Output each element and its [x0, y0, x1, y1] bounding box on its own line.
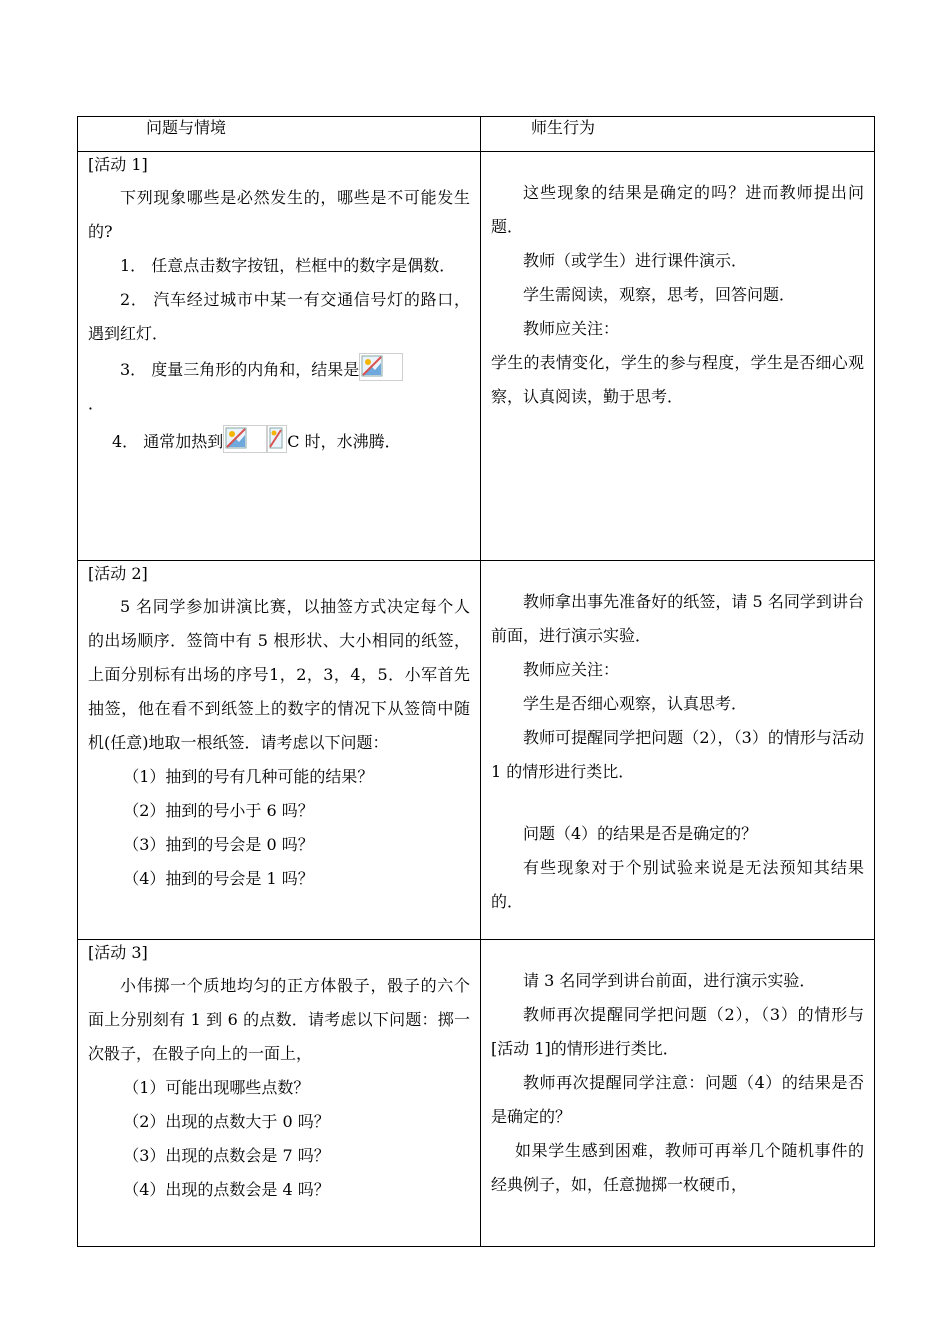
- activity-2-right-3: 学生是否细心观察，认真思考．: [523, 694, 748, 713]
- activity-3-tag: [活动 3]: [88, 943, 148, 962]
- activity-2-right-2: 教师应关注：: [523, 660, 620, 679]
- activity-2-right-6: 有些现象对于个别试验来说是无法预知其结果的．: [491, 858, 864, 911]
- activity-3-question-1: （1）可能出现哪些点数？: [123, 1078, 310, 1097]
- activity-2-tag: [活动 2]: [88, 564, 148, 583]
- activity-3-right-4: 如果学生感到困难，教师可再举几个随机事件的经典例子，如，任意抛掷一枚硬币，: [491, 1141, 864, 1194]
- broken-image-icon: [267, 425, 287, 453]
- activity-1-right-2: 教师（或学生）进行课件演示．: [523, 251, 748, 270]
- activity-2-question-3: （3）抽到的号会是 0 吗？: [123, 835, 314, 854]
- broken-image-icon: [223, 425, 267, 453]
- activity-1-item-2: 2． 汽车经过城市中某一有交通信号灯的路口，遇到红灯．: [88, 290, 470, 343]
- activity-2-row: [78, 561, 875, 940]
- activity-2-question-2: （2）抽到的号小于 6 吗？: [123, 801, 314, 820]
- activity-1-item-3-end: ．: [88, 394, 105, 413]
- header-right: 师生行为: [531, 118, 596, 137]
- activity-3-right-3: 教师再次提醒同学注意：问题（4）的结果是否是确定的？: [491, 1073, 864, 1126]
- activity-3-right-2: 教师再次提醒同学把问题（2），（3）的情形与[活动 1]的情形进行类比．: [491, 1005, 864, 1058]
- header-left: 问题与情境: [146, 118, 227, 137]
- lesson-table: [77, 116, 875, 1247]
- activity-1-item-3: 3． 度量三角形的内角和，结果是: [88, 353, 470, 387]
- activity-3-question-2: （2）出现的点数大于 0 吗？: [123, 1112, 330, 1131]
- activity-1-item-1: 1． 任意点击数字按钮，栏框中的数字是偶数．: [120, 256, 456, 275]
- activity-1-item-4: 4． 通常加热到 C 时，水沸腾．: [88, 425, 470, 459]
- activity-1-right-1: 这些现象的结果是确定的吗？进而教师提出问题．: [491, 183, 864, 236]
- activity-3-row: [78, 940, 875, 1247]
- activity-1-right-5: 学生的表情变化，学生的参与程度，学生是否细心观察，认真阅读，勤于思考．: [491, 353, 864, 406]
- activity-2-right-5: 问题（4）的结果是否是确定的？: [523, 824, 758, 843]
- activity-2-intro: 5 名同学参加讲演比赛，以抽签方式决定每个人的出场顺序．签筒中有 5 根形状、大小相同的纸签，上面分别标有出场的序号1，2，3，4，5．小军首先抽签，他在看不到纸签上的数字的情况下从签筒中随机(任意)地取一根纸签．请考虑以下问题：: [88, 597, 470, 752]
- broken-image-icon: [359, 353, 403, 381]
- activity-2-right-4: 教师可提醒同学把问题（2），（3）的情形与活动 1 的情形进行类比．: [491, 728, 864, 781]
- activity-2-question-4: （4）抽到的号会是 1 吗？: [123, 869, 314, 888]
- activity-3-question-4: （4）出现的点数会是 4 吗？: [123, 1180, 330, 1199]
- activity-1-row: [78, 152, 875, 561]
- activity-3-right-1: 请 3 名同学到讲台前面，进行演示实验．: [523, 971, 816, 990]
- activity-1-right-4: 教师应关注：: [523, 319, 620, 338]
- table-header-row: [78, 117, 875, 152]
- activity-3-intro: 小伟掷一个质地均匀的正方体骰子，骰子的六个面上分别刻有 1 到 6 的点数．请考虑以下问题：掷一次骰子，在骰子向上的一面上，: [88, 976, 470, 1063]
- activity-3-question-3: （3）出现的点数会是 7 吗？: [123, 1146, 330, 1165]
- activity-2-question-1: （1）抽到的号有几种可能的结果？: [123, 767, 374, 786]
- activity-1-tag: [活动 1]: [88, 155, 148, 174]
- activity-2-right-1: 教师拿出事先准备好的纸签，请 5 名同学到讲台前面，进行演示实验．: [491, 592, 864, 645]
- activity-1-intro: 下列现象哪些是必然发生的，哪些是不可能发生的?: [88, 188, 470, 241]
- activity-1-right-3: 学生需阅读，观察，思考，回答问题．: [523, 285, 796, 304]
